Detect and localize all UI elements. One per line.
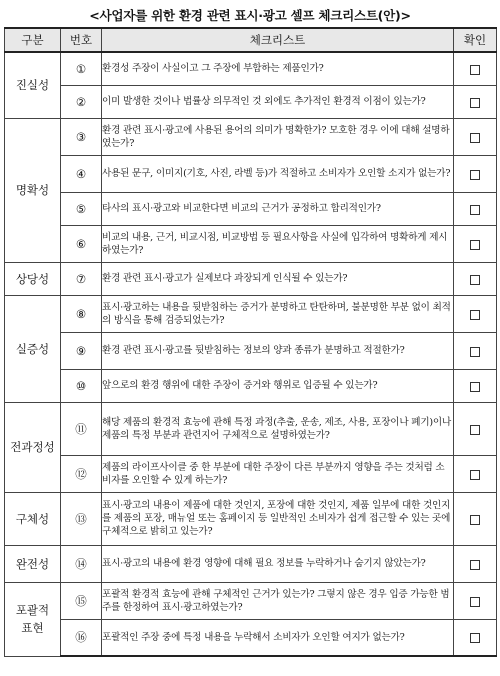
confirm-checkbox[interactable]	[470, 382, 480, 392]
table-row	[5, 492, 497, 545]
confirm-cell	[454, 545, 497, 582]
confirm-checkbox[interactable]	[470, 425, 480, 435]
confirm-checkbox[interactable]	[470, 470, 480, 480]
confirm-checkbox[interactable]	[470, 65, 480, 75]
confirm-cell	[454, 295, 497, 332]
checklist-table	[4, 27, 497, 657]
confirm-checkbox[interactable]	[470, 240, 480, 250]
checklist-body	[5, 52, 497, 656]
item-number: ⑮	[61, 582, 102, 619]
confirm-cell	[454, 455, 497, 492]
confirm-cell	[454, 262, 497, 295]
checklist-item-text: 표시·광고하는 내용을 뒷받침하는 증거가 분명하고 탄탄하며, 불분명한 부분 없이 최적의 방식을 통해 검증되었는가?	[102, 295, 454, 332]
item-number: ⑩	[61, 369, 102, 402]
category-cell: 완전성	[5, 545, 61, 582]
checklist-item-text: 비교의 내용, 근거, 비교시점, 비교방법 등 필요사항을 사실에 입각하여 명확하게 제시하였는가?	[102, 225, 454, 262]
table-row	[5, 455, 497, 492]
checklist-item-text: 포괄적인 주장 중에 특정 내용을 누락해서 소비자가 오인할 여지가 없는가?	[102, 619, 454, 656]
table-row	[5, 295, 497, 332]
checklist-item-text: 환경 관련 표시·광고가 실제보다 과장되게 인식될 수 있는가?	[102, 262, 454, 295]
table-row	[5, 262, 497, 295]
confirm-checkbox[interactable]	[470, 347, 480, 357]
checklist-item-text: 제품의 라이프사이클 중 한 부분에 대한 주장이 다른 부분까지 영향을 주는 것처럼 소비자를 오인할 수 있게 하는가?	[102, 455, 454, 492]
confirm-checkbox[interactable]	[470, 633, 480, 643]
item-number: ⑧	[61, 295, 102, 332]
confirm-checkbox[interactable]	[470, 133, 480, 143]
checklist-item-text: 이미 발생한 것이나 법률상 의무적인 것 외에도 추가적인 환경적 이점이 있는가?	[102, 85, 454, 118]
checklist-item-text: 표시·광고의 내용에 환경 영향에 대해 필요 정보를 누락하거나 숨기지 않았는가?	[102, 545, 454, 582]
header-category: 구분	[5, 28, 61, 52]
item-number: ⑤	[61, 192, 102, 225]
header-number: 번호	[61, 28, 102, 52]
category-cell: 포괄적 표현	[5, 582, 61, 656]
confirm-cell	[454, 369, 497, 402]
confirm-cell	[454, 619, 497, 656]
table-row	[5, 545, 497, 582]
category-cell: 전과정성	[5, 402, 61, 492]
confirm-checkbox[interactable]	[470, 170, 480, 180]
checklist-item-text: 사용된 문구, 이미지(기호, 사진, 라벨 등)가 적절하고 소비자가 오인할 소지가 없는가?	[102, 155, 454, 192]
table-row	[5, 619, 497, 656]
checklist-item-text: 환경 관련 표시·광고에 사용된 용어의 의미가 명확한가? 모호한 경우 이에 대해 설명하였는가?	[102, 118, 454, 155]
confirm-cell	[454, 192, 497, 225]
header-checklist: 체크리스트	[102, 28, 454, 52]
confirm-checkbox[interactable]	[470, 515, 480, 525]
table-row	[5, 192, 497, 225]
item-number: ④	[61, 155, 102, 192]
table-row	[5, 155, 497, 192]
confirm-checkbox[interactable]	[470, 310, 480, 320]
item-number: ①	[61, 52, 102, 85]
category-cell: 구체성	[5, 492, 61, 545]
table-row	[5, 52, 497, 85]
item-number: ②	[61, 85, 102, 118]
checklist-item-text: 환경 관련 표시·광고를 뒷받침하는 정보의 양과 종류가 분명하고 적절한가?	[102, 332, 454, 369]
confirm-checkbox[interactable]	[470, 560, 480, 570]
checklist-item-text: 환경성 주장이 사실이고 그 주장에 부합하는 제품인가?	[102, 52, 454, 85]
item-number: ⑭	[61, 545, 102, 582]
confirm-cell	[454, 52, 497, 85]
confirm-checkbox[interactable]	[470, 597, 480, 607]
category-cell: 실증성	[5, 295, 61, 402]
confirm-cell	[454, 332, 497, 369]
confirm-cell	[454, 582, 497, 619]
category-cell: 명확성	[5, 118, 61, 262]
item-number: ③	[61, 118, 102, 155]
checklist-item-text: 해당 제품의 환경적 효능에 관해 특정 과정(추출, 운송, 제조, 사용, 포장이나 폐기)이나 제품의 특정 부분과 관련지어 구체적으로 설명하였는가?	[102, 402, 454, 455]
confirm-checkbox[interactable]	[470, 98, 480, 108]
item-number: ⑦	[61, 262, 102, 295]
confirm-cell	[454, 402, 497, 455]
table-row	[5, 582, 497, 619]
checklist-item-text: 타사의 표시·광고와 비교한다면 비교의 근거가 공정하고 합리적인가?	[102, 192, 454, 225]
table-row	[5, 332, 497, 369]
item-number: ⑨	[61, 332, 102, 369]
checklist-item-text: 표시·광고의 내용이 제품에 대한 것인지, 포장에 대한 것인지, 제품 일부에 대한 것인지를 제품의 포장, 매뉴얼 또는 홈페이지 등 일반적인 소비자가 쉽게 접근할 수 있는 곳에 구체적으로 밝히고 있는가?	[102, 492, 454, 545]
table-row	[5, 369, 497, 402]
confirm-cell	[454, 492, 497, 545]
item-number: ⑯	[61, 619, 102, 656]
page-title: <사업자를 위한 환경 관련 표시·광고 셀프 체크리스트(안)>	[89, 8, 411, 23]
category-cell: 진실성	[5, 52, 61, 118]
item-number: ⑬	[61, 492, 102, 545]
confirm-cell	[454, 225, 497, 262]
table-row	[5, 118, 497, 155]
item-number: ⑥	[61, 225, 102, 262]
table-row	[5, 85, 497, 118]
checklist-item-text: 앞으로의 환경 행위에 대한 주장이 증거와 행위로 입증될 수 있는가?	[102, 369, 454, 402]
confirm-cell	[454, 118, 497, 155]
table-row	[5, 225, 497, 262]
confirm-checkbox[interactable]	[470, 275, 480, 285]
header-row	[5, 28, 497, 52]
confirm-checkbox[interactable]	[470, 205, 480, 215]
confirm-cell	[454, 85, 497, 118]
table-row	[5, 402, 497, 455]
checklist-item-text: 포괄적 환경적 효능에 관해 구체적인 근거가 있는가? 그렇지 않은 경우 입증 가능한 범주를 한정하여 표시·광고하였는가?	[102, 582, 454, 619]
item-number: ⑪	[61, 402, 102, 455]
category-cell: 상당성	[5, 262, 61, 295]
confirm-cell	[454, 155, 497, 192]
header-confirm: 확인	[454, 28, 497, 52]
item-number: ⑫	[61, 455, 102, 492]
